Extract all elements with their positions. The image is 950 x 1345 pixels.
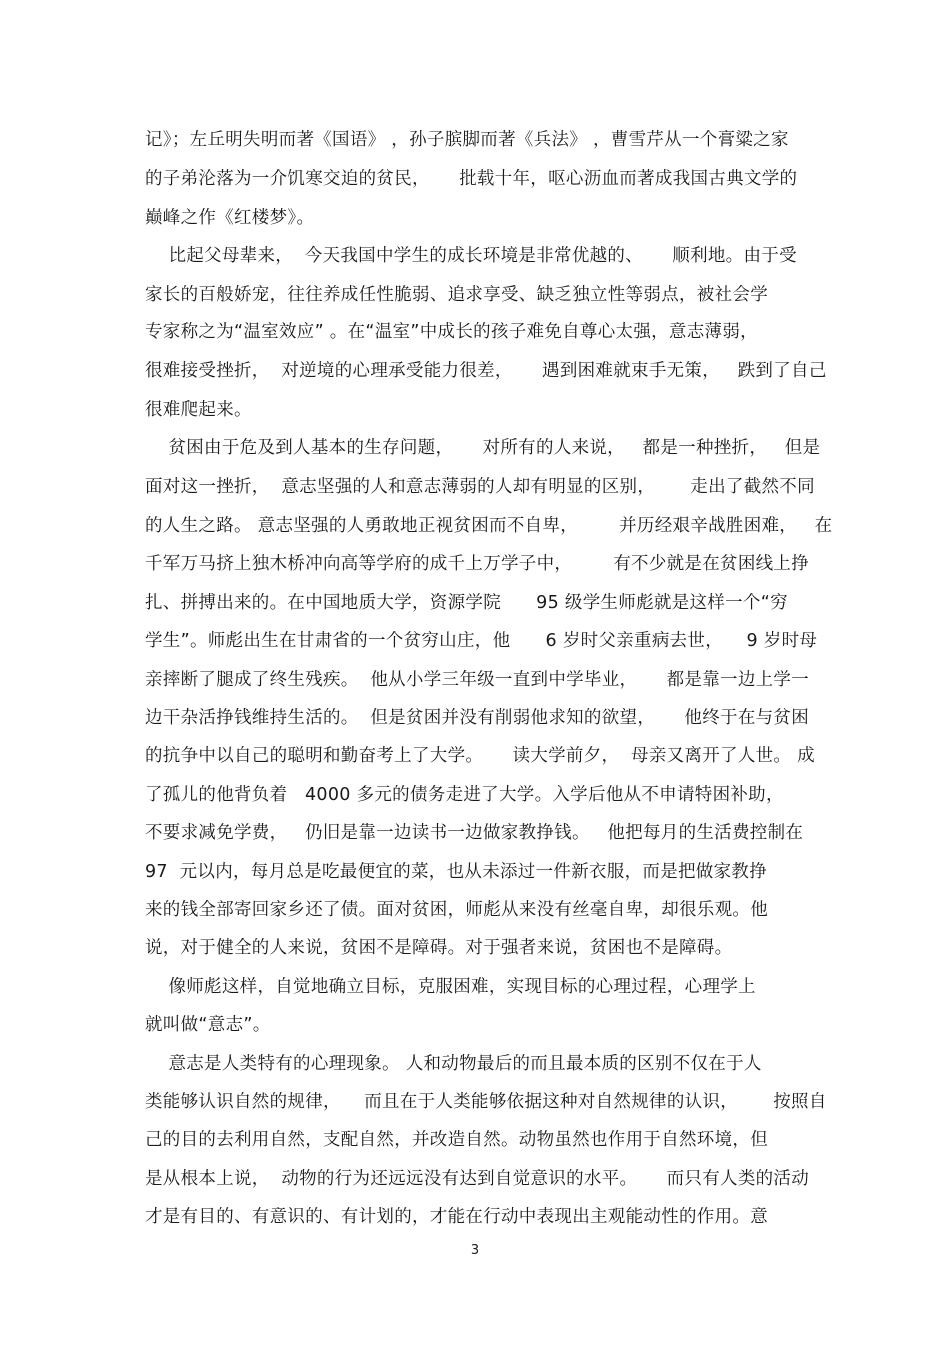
text-line: 很难接受挫折， 对逆境的心理承受能力很差， 遇到困难就束手无策， 跌到了自己	[145, 361, 827, 381]
text-line: 了孤儿的他背负着 4000 多元的债务走进了大学。入学后他从不申请特困补助，	[145, 785, 784, 805]
text-line: 说，对于健全的人来说，贫困不是障碍。对于强者来说，贫困也不是障碍。	[145, 938, 733, 958]
text-line: 像师彪这样，自觉地确立目标，克服困难，实现目标的心理过程，心理学上	[145, 977, 756, 997]
page-number: 3	[470, 1243, 480, 1258]
text-line: 的抗争中以自己的聪明和勤奋考上了大学。 读大学前夕， 母亲又离开了人世。 成	[145, 746, 815, 766]
text-line: 的人生之路。 意志坚强的人勇敢地正视贫困而不自卑， 并历经艰辛战胜困难， 在	[145, 516, 833, 536]
text-line: 是从根本上说， 动物的行为还远远没有达到自觉意识的水平。 而只有人类的活动	[145, 1169, 810, 1189]
text-line: 不要求减免学费， 仍旧是靠一边读书一边做家教挣钱。 他把每月的生活费控制在	[145, 823, 804, 843]
text-line: 才是有目的、有意识的、有计划的，才能在行动中表现出主观能动性的作用。意	[145, 1207, 768, 1227]
text-line: 面对这一挫折， 意志坚强的人和意志薄弱的人却有明显的区别， 走出了截然不同	[145, 477, 815, 497]
text-line: 学生”。师彪出生在甘肃省的一个贫穷山庄，他 6 岁时父亲重病去世， 9 岁时母	[145, 631, 818, 651]
text-line: 来的钱全部寄回家乡还了债。面对贫困，师彪从来没有丝毫自卑，却很乐观。他	[145, 900, 768, 920]
text-line: 就叫做“意志”。	[145, 1015, 271, 1035]
text-line: 己的目的去利用自然，支配自然，并改造自然。动物虽然也作用于自然环境，但	[145, 1130, 768, 1150]
text-line: 很难爬起来。	[145, 400, 252, 420]
text-line: 边干杂活挣钱维持生活的。 但是贫困并没有削弱他求知的欲望， 他终于在与贫困	[145, 708, 810, 728]
text-line: 家长的百般娇宠，往往养成任性脆弱、追求享受、缺乏独立性等弱点，被社会学	[145, 285, 768, 305]
text-line: 千军万马挤上独木桥冲向高等学府的成千上万学子中， 有不少就是在贫困线上挣	[145, 554, 810, 574]
text-line: 巅峰之作《红楼梦》。	[145, 208, 315, 228]
text-line: 类能够认识自然的规律， 而且在于人类能够依据这种对自然规律的认识， 按照自	[145, 1092, 827, 1112]
text-line: 记》；左丘明失明而著《国语》 ，孙子膑脚而著《兵法》 ，曹雪芹从一个膏粱之家	[145, 130, 789, 150]
text-line: 的子弟沦落为一介饥寒交迫的贫民， 批载十年，呕心沥血而著成我国古典文学的	[145, 169, 798, 189]
text-line: 比起父母辈来， 今天我国中学生的成长环境是非常优越的、 顺利地。由于受	[145, 246, 797, 266]
text-line: 贫困由于危及到人基本的生存问题， 对所有的人来说， 都是一种挫折， 但是	[145, 438, 821, 458]
text-line: 扎、拼搏出来的。在中国地质大学，资源学院 95 级学生师彪就是这样一个“穷	[145, 593, 788, 613]
text-line: 意志是人类特有的心理现象。 人和动物最后的而且最本质的区别不仅在于人	[145, 1054, 762, 1074]
text-line: 专家称之为“温室效应” 。在“温室”中成长的孩子难免自尊心太强，意志薄弱，	[145, 322, 758, 342]
text-line: 97 元以内，每月总是吃最便宜的菜，也从未添过一件新衣服，而是把做家教挣	[145, 862, 767, 882]
text-line: 亲摔断了腿成了终生残疾。 他从小学三年级一直到中学毕业， 都是靠一边上学一	[145, 670, 810, 690]
